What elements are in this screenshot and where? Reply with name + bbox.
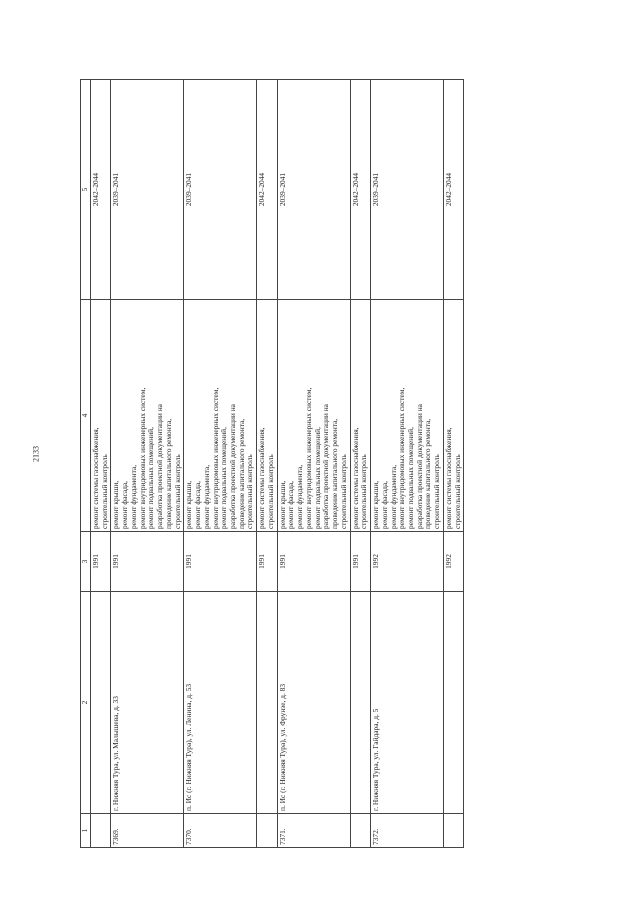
row-works — [91, 300, 111, 532]
row-address: г. Нижняя Тура, ул. Гайдара, д. 5 — [371, 592, 444, 814]
row-number — [91, 814, 111, 848]
work-item: строительный контроль — [432, 454, 442, 529]
work-item: ремонт крыши, — [111, 480, 121, 529]
row-address: г. Нижняя Тура, ул. Малышева, д. 33 — [111, 592, 184, 814]
row-period: 2042–2044 — [350, 80, 370, 300]
row-address — [443, 592, 463, 814]
row-number — [443, 814, 463, 848]
row-period: 2039–2041 — [371, 80, 444, 300]
row-period: 2039–2041 — [277, 80, 350, 300]
row-year: 1992 — [371, 532, 444, 592]
work-item: ремонт системы газоснабжения, — [443, 427, 453, 529]
work-item: ремонт внутридомовых инженерных систем, — [303, 387, 313, 529]
work-item: ремонт подвальных помещений, — [146, 427, 156, 529]
work-item: строительный контроль — [338, 454, 348, 529]
work-item: ремонт внутридомовых инженерных систем, — [397, 387, 407, 529]
row-number: 7370. — [184, 814, 257, 848]
work-item: ремонт фасада, — [193, 481, 203, 529]
row-works — [350, 300, 370, 532]
table-row — [443, 80, 463, 848]
repair-schedule-table — [80, 79, 464, 848]
row-address: п. Ис (г. Нижняя Тура), ул. Ленина, д. 53 — [184, 592, 257, 814]
work-item: строительный контроль — [245, 454, 255, 529]
row-works — [257, 300, 277, 532]
work-item: ремонт подвальных помещений, — [405, 427, 415, 529]
work-item: разработка проектной документации на — [228, 404, 238, 529]
col-header-5: 5 — [81, 80, 91, 300]
work-item: разработка проектной документации на — [155, 404, 165, 529]
work-item: разработка проектной документации на — [321, 404, 331, 529]
work-item: ремонт фасада, — [379, 481, 389, 529]
col-header-3: 3 — [81, 532, 91, 592]
work-item: ремонт подвальных помещений, — [312, 427, 322, 529]
row-number: 7372. — [371, 814, 444, 848]
work-item: ремонт системы газоснабжения, — [257, 427, 267, 529]
work-item: ремонт фасада, — [120, 481, 130, 529]
work-item: ремонт фундамента, — [201, 464, 211, 529]
work-item: проведение капитального ремонта, — [423, 418, 433, 529]
row-works — [111, 300, 184, 532]
row-year: 1991 — [111, 532, 184, 592]
table-row — [184, 80, 257, 848]
work-item: строительный контроль — [172, 454, 182, 529]
work-item: ремонт крыши, — [184, 480, 194, 529]
work-item: ремонт системы газоснабжения, — [350, 427, 360, 529]
row-address: п. Ис (г. Нижняя Тура), ул. Фрунзе, д. 83 — [277, 592, 350, 814]
work-item: проведение капитального ремонта, — [236, 418, 246, 529]
row-works — [277, 300, 350, 532]
table-row — [91, 80, 111, 848]
work-item: ремонт крыши, — [277, 480, 287, 529]
work-item: ремонт крыши, — [371, 480, 381, 529]
table-row — [277, 80, 350, 848]
table-row — [111, 80, 184, 848]
row-year: 1991 — [277, 532, 350, 592]
table-stage — [80, 80, 606, 848]
page-number: 2133 — [31, 446, 41, 462]
row-address — [91, 592, 111, 814]
row-year: 1992 — [443, 532, 463, 592]
row-period: 2042–2044 — [257, 80, 277, 300]
work-item: проведение капитального ремонта, — [330, 418, 340, 529]
header-row — [81, 80, 91, 848]
row-works — [184, 300, 257, 532]
row-number: 7369. — [111, 814, 184, 848]
row-year: 1991 — [350, 532, 370, 592]
work-item: ремонт фасада, — [286, 481, 296, 529]
work-item: ремонт фундамента, — [128, 464, 138, 529]
table-body — [91, 80, 464, 848]
row-works — [443, 300, 463, 532]
row-period: 2042–2044 — [91, 80, 111, 300]
row-period: 2039–2041 — [184, 80, 257, 300]
work-item: ремонт системы газоснабжения, — [91, 427, 100, 529]
row-year: 1991 — [257, 532, 277, 592]
work-item: разработка проектной документации на — [414, 404, 424, 529]
work-item: строительный контроль — [265, 454, 275, 529]
row-address — [257, 592, 277, 814]
work-item: ремонт фундамента, — [388, 464, 398, 529]
work-item: проведение капитального ремонта, — [163, 418, 173, 529]
row-period: 2042–2044 — [443, 80, 463, 300]
row-period: 2039–2041 — [111, 80, 184, 300]
row-number — [350, 814, 370, 848]
table-rotated-container — [80, 80, 606, 848]
row-address — [350, 592, 370, 814]
work-item: строительный контроль — [359, 454, 369, 529]
col-header-2: 2 — [81, 592, 91, 814]
work-item: ремонт внутридомовых инженерных систем, — [210, 387, 220, 529]
work-item: ремонт внутридомовых инженерных систем, — [137, 387, 147, 529]
work-item: строительный контроль — [452, 454, 462, 529]
row-year: 1991 — [91, 532, 111, 592]
work-item: строительный контроль — [99, 454, 109, 529]
row-number: 7371. — [277, 814, 350, 848]
row-works — [371, 300, 444, 532]
work-item: ремонт фундамента, — [295, 464, 305, 529]
table-row — [350, 80, 370, 848]
table-row — [257, 80, 277, 848]
work-item: ремонт подвальных помещений, — [219, 427, 229, 529]
row-year: 1991 — [184, 532, 257, 592]
row-number — [257, 814, 277, 848]
col-header-1: 1 — [81, 814, 91, 848]
col-header-4: 4 — [81, 300, 91, 532]
table-row — [371, 80, 444, 848]
